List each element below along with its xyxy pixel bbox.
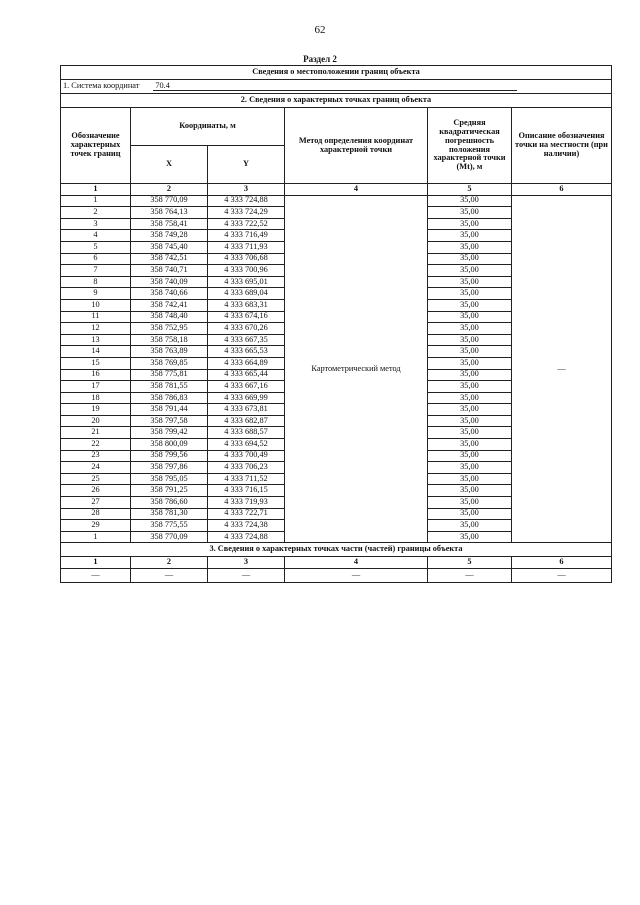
part3-value: — (208, 569, 285, 583)
method-cell: Картометрический метод (285, 195, 428, 543)
part3-column-number: 2 (131, 557, 208, 569)
point-x: 358 795,05 (131, 473, 208, 485)
header-y: Y (208, 146, 285, 184)
point-number: 17 (61, 381, 131, 393)
point-y: 4 333 695,01 (208, 276, 285, 288)
point-number: 4 (61, 230, 131, 242)
part3-value: — (131, 569, 208, 583)
part3-column-number: 3 (208, 557, 285, 569)
point-x: 358 799,56 (131, 450, 208, 462)
point-x: 358 800,09 (131, 439, 208, 451)
point-x: 358 791,25 (131, 485, 208, 497)
point-x: 358 770,09 (131, 531, 208, 543)
point-y: 4 333 688,57 (208, 427, 285, 439)
point-x: 358 797,86 (131, 462, 208, 474)
point-y: 4 333 683,31 (208, 299, 285, 311)
point-error: 35,00 (428, 207, 512, 219)
page-number: 62 (314, 24, 326, 36)
point-error: 35,00 (428, 473, 512, 485)
coord-system-underline (197, 90, 517, 91)
column-number: 3 (208, 184, 285, 196)
point-y: 4 333 667,35 (208, 334, 285, 346)
point-error: 35,00 (428, 369, 512, 381)
column-number: 6 (512, 184, 612, 196)
column-numbers-row (61, 184, 612, 196)
point-x: 358 745,40 (131, 241, 208, 253)
point-error: 35,00 (428, 497, 512, 509)
point-number: 16 (61, 369, 131, 381)
point-x: 358 781,55 (131, 381, 208, 393)
part3-column-number: 5 (428, 557, 512, 569)
point-x: 358 752,95 (131, 323, 208, 335)
point-number: 8 (61, 276, 131, 288)
point-error: 35,00 (428, 299, 512, 311)
point-number: 6 (61, 253, 131, 265)
part2-title: 2. Сведения о характерных точках границ объекта (61, 94, 612, 108)
part3-column-number: 4 (285, 557, 428, 569)
boundary-table (60, 65, 612, 583)
point-error: 35,00 (428, 265, 512, 277)
part3-title-row (61, 543, 612, 557)
point-y: 4 333 716,15 (208, 485, 285, 497)
point-number: 7 (61, 265, 131, 277)
point-y: 4 333 706,68 (208, 253, 285, 265)
point-x: 358 742,51 (131, 253, 208, 265)
point-y: 4 333 674,16 (208, 311, 285, 323)
point-error: 35,00 (428, 439, 512, 451)
header-description: Описание обозначения точки на местности (при наличии) (512, 108, 612, 184)
point-x: 358 781,30 (131, 508, 208, 520)
point-number: 19 (61, 404, 131, 416)
point-number: 28 (61, 508, 131, 520)
header-error: Средняя квадратическая погрешность положения характерной точки (Mt), м (428, 108, 512, 184)
point-number: 21 (61, 427, 131, 439)
point-error: 35,00 (428, 195, 512, 207)
point-x: 358 742,41 (131, 299, 208, 311)
point-y: 4 333 706,23 (208, 462, 285, 474)
point-number: 18 (61, 392, 131, 404)
point-x: 358 775,81 (131, 369, 208, 381)
point-y: 4 333 664,89 (208, 357, 285, 369)
point-number: 26 (61, 485, 131, 497)
column-number: 2 (131, 184, 208, 196)
column-number: 4 (285, 184, 428, 196)
point-number: 3 (61, 218, 131, 230)
point-error: 35,00 (428, 241, 512, 253)
point-number: 15 (61, 357, 131, 369)
description-cell: — (512, 195, 612, 543)
point-error: 35,00 (428, 508, 512, 520)
point-x: 358 764,13 (131, 207, 208, 219)
point-error: 35,00 (428, 462, 512, 474)
point-x: 358 799,42 (131, 427, 208, 439)
point-number: 14 (61, 346, 131, 358)
point-row (61, 195, 612, 207)
point-number: 1 (61, 195, 131, 207)
header-point: Обозначение характерных точек границ (61, 108, 131, 184)
point-y: 4 333 724,88 (208, 531, 285, 543)
header-x: X (131, 146, 208, 184)
point-y: 4 333 673,81 (208, 404, 285, 416)
point-number: 5 (61, 241, 131, 253)
coord-system-value: 70.4 (153, 82, 197, 92)
part3-value: — (285, 569, 428, 583)
point-x: 358 740,09 (131, 276, 208, 288)
part3-column-number: 1 (61, 557, 131, 569)
point-error: 35,00 (428, 427, 512, 439)
table-title: Сведения о местоположении границ объекта (61, 66, 612, 80)
point-error: 35,00 (428, 346, 512, 358)
point-y: 4 333 667,16 (208, 381, 285, 393)
point-error: 35,00 (428, 450, 512, 462)
point-x: 358 758,18 (131, 334, 208, 346)
point-x: 358 786,83 (131, 392, 208, 404)
point-number: 11 (61, 311, 131, 323)
coord-system-label: 1. Система координат (63, 80, 140, 90)
point-number: 23 (61, 450, 131, 462)
point-number: 25 (61, 473, 131, 485)
point-y: 4 333 689,04 (208, 288, 285, 300)
point-number: 1 (61, 531, 131, 543)
header-method: Метод определения координат характерной точки (285, 108, 428, 184)
point-y: 4 333 700,96 (208, 265, 285, 277)
point-y: 4 333 700,49 (208, 450, 285, 462)
point-x: 358 775,55 (131, 520, 208, 532)
point-y: 4 333 682,87 (208, 415, 285, 427)
point-error: 35,00 (428, 288, 512, 300)
point-error: 35,00 (428, 311, 512, 323)
point-y: 4 333 711,52 (208, 473, 285, 485)
point-x: 358 749,28 (131, 230, 208, 242)
point-error: 35,00 (428, 253, 512, 265)
point-error: 35,00 (428, 276, 512, 288)
point-y: 4 333 724,38 (208, 520, 285, 532)
point-y: 4 333 694,52 (208, 439, 285, 451)
coord-system-row (61, 80, 612, 94)
point-x: 358 786,60 (131, 497, 208, 509)
point-error: 35,00 (428, 531, 512, 543)
point-error: 35,00 (428, 218, 512, 230)
point-error: 35,00 (428, 415, 512, 427)
point-number: 27 (61, 497, 131, 509)
point-number: 22 (61, 439, 131, 451)
point-x: 358 748,40 (131, 311, 208, 323)
point-number: 9 (61, 288, 131, 300)
point-y: 4 333 711,93 (208, 241, 285, 253)
part3-title: 3. Сведения о характерных точках части (частей) границы объекта (61, 543, 612, 557)
point-number: 2 (61, 207, 131, 219)
part3-numbers-row (61, 557, 612, 569)
point-y: 4 333 669,99 (208, 392, 285, 404)
point-number: 12 (61, 323, 131, 335)
point-y: 4 333 719,93 (208, 497, 285, 509)
point-x: 358 758,41 (131, 218, 208, 230)
point-number: 13 (61, 334, 131, 346)
header-coords: Координаты, м (131, 108, 285, 146)
point-error: 35,00 (428, 392, 512, 404)
point-y: 4 333 724,88 (208, 195, 285, 207)
point-error: 35,00 (428, 357, 512, 369)
point-y: 4 333 724,29 (208, 207, 285, 219)
point-x: 358 791,44 (131, 404, 208, 416)
point-error: 35,00 (428, 404, 512, 416)
point-error: 35,00 (428, 230, 512, 242)
point-x: 358 770,09 (131, 195, 208, 207)
point-number: 29 (61, 520, 131, 532)
point-number: 10 (61, 299, 131, 311)
point-y: 4 333 716,49 (208, 230, 285, 242)
point-y: 4 333 722,52 (208, 218, 285, 230)
section-title: Раздел 2 (303, 54, 337, 64)
point-number: 24 (61, 462, 131, 474)
point-y: 4 333 665,44 (208, 369, 285, 381)
part3-value: — (61, 569, 131, 583)
point-x: 358 740,71 (131, 265, 208, 277)
point-error: 35,00 (428, 485, 512, 497)
point-x: 358 763,89 (131, 346, 208, 358)
point-error: 35,00 (428, 381, 512, 393)
part3-value: — (428, 569, 512, 583)
point-x: 358 797,58 (131, 415, 208, 427)
column-number: 5 (428, 184, 512, 196)
column-number: 1 (61, 184, 131, 196)
part3-column-number: 6 (512, 557, 612, 569)
point-error: 35,00 (428, 334, 512, 346)
point-error: 35,00 (428, 323, 512, 335)
point-y: 4 333 722,71 (208, 508, 285, 520)
point-x: 358 769,85 (131, 357, 208, 369)
part3-values-row (61, 569, 612, 583)
point-y: 4 333 665,53 (208, 346, 285, 358)
part3-value: — (512, 569, 612, 583)
point-y: 4 333 670,26 (208, 323, 285, 335)
point-number: 20 (61, 415, 131, 427)
point-error: 35,00 (428, 520, 512, 532)
point-x: 358 740,66 (131, 288, 208, 300)
